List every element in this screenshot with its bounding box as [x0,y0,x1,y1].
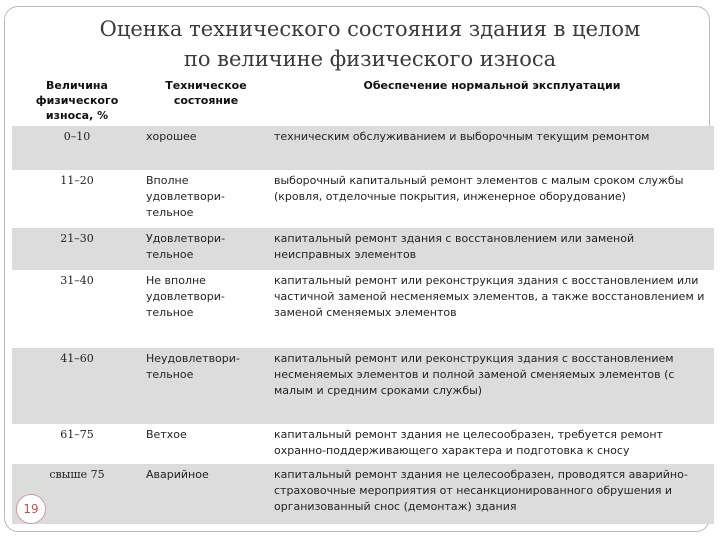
header-measure: Обеспечение нормальной эксплуатации [363,79,621,92]
state-cell: Аварийное [142,464,270,524]
page-number-badge: 19 [16,494,46,524]
state-cell: Вполне удовлетвори-тельное [142,170,270,228]
state-cell: Удовлетвори-тельное [142,228,270,270]
wear-cell: 21–30 [12,228,142,270]
measure-cell: капитальный ремонт здания не целесообразен, требуется ремонт охранно-поддерживающего характера и подготовка к сносу [270,424,714,464]
header-state: Техническое состояние [165,79,247,107]
state-cell: Неудовлетвори-тельное [142,348,270,424]
wear-cell: 41–60 [12,348,142,424]
measure-cell: капитальный ремонт здания не целесообразен, проводятся аварийно-страховочные мероприятия от несанкционированного обрушения и организованный снос (демонтаж) здания [270,464,714,524]
title-line-1: Оценка технического состояния здания в целом [99,17,641,41]
state-cell: хорошее [142,126,270,170]
table-row [12,228,714,270]
wear-cell: 61–75 [12,424,142,464]
page-title [0,14,720,74]
wear-cell: 0–10 [12,126,142,170]
measure-cell: капитальный ремонт здания с восстановлением или заменой неисправных элементов [270,228,714,270]
wear-cell: 11–20 [12,170,142,228]
measure-cell: капитальный ремонт или реконструкция здания с восстановлением несменяемых элементов и полной заменой сменяемых элементов (с малым и средним сроками службы) [270,348,714,424]
state-cell: Ветхое [142,424,270,464]
table-row [12,348,714,424]
measure-cell: техническим обслуживанием и выборочным текущим ремонтом [270,126,714,170]
state-cell: Не вполне удовлетвори-тельное [142,270,270,348]
measure-cell: выборочный капитальный ремонт элементов с малым сроком службы (кровля, отделочные покрытия, инженерное оборудование) [270,170,714,228]
table-row [12,170,714,228]
measure-cell: капитальный ремонт или реконструкция здания с восстановлением или частичной заменой несменяемых элементов, а также восстановлением и заменой сменяемых элементов [270,270,714,348]
table-row [12,464,714,524]
header-wear: Величина физического износа, % [35,79,119,122]
table-row [12,270,714,348]
title-line-2: по величине физического износа [183,47,557,71]
table-row [12,126,714,170]
table-row [12,424,714,464]
wear-state-table [12,76,714,524]
wear-cell: свыше 75 [12,464,142,524]
wear-cell: 31–40 [12,270,142,348]
